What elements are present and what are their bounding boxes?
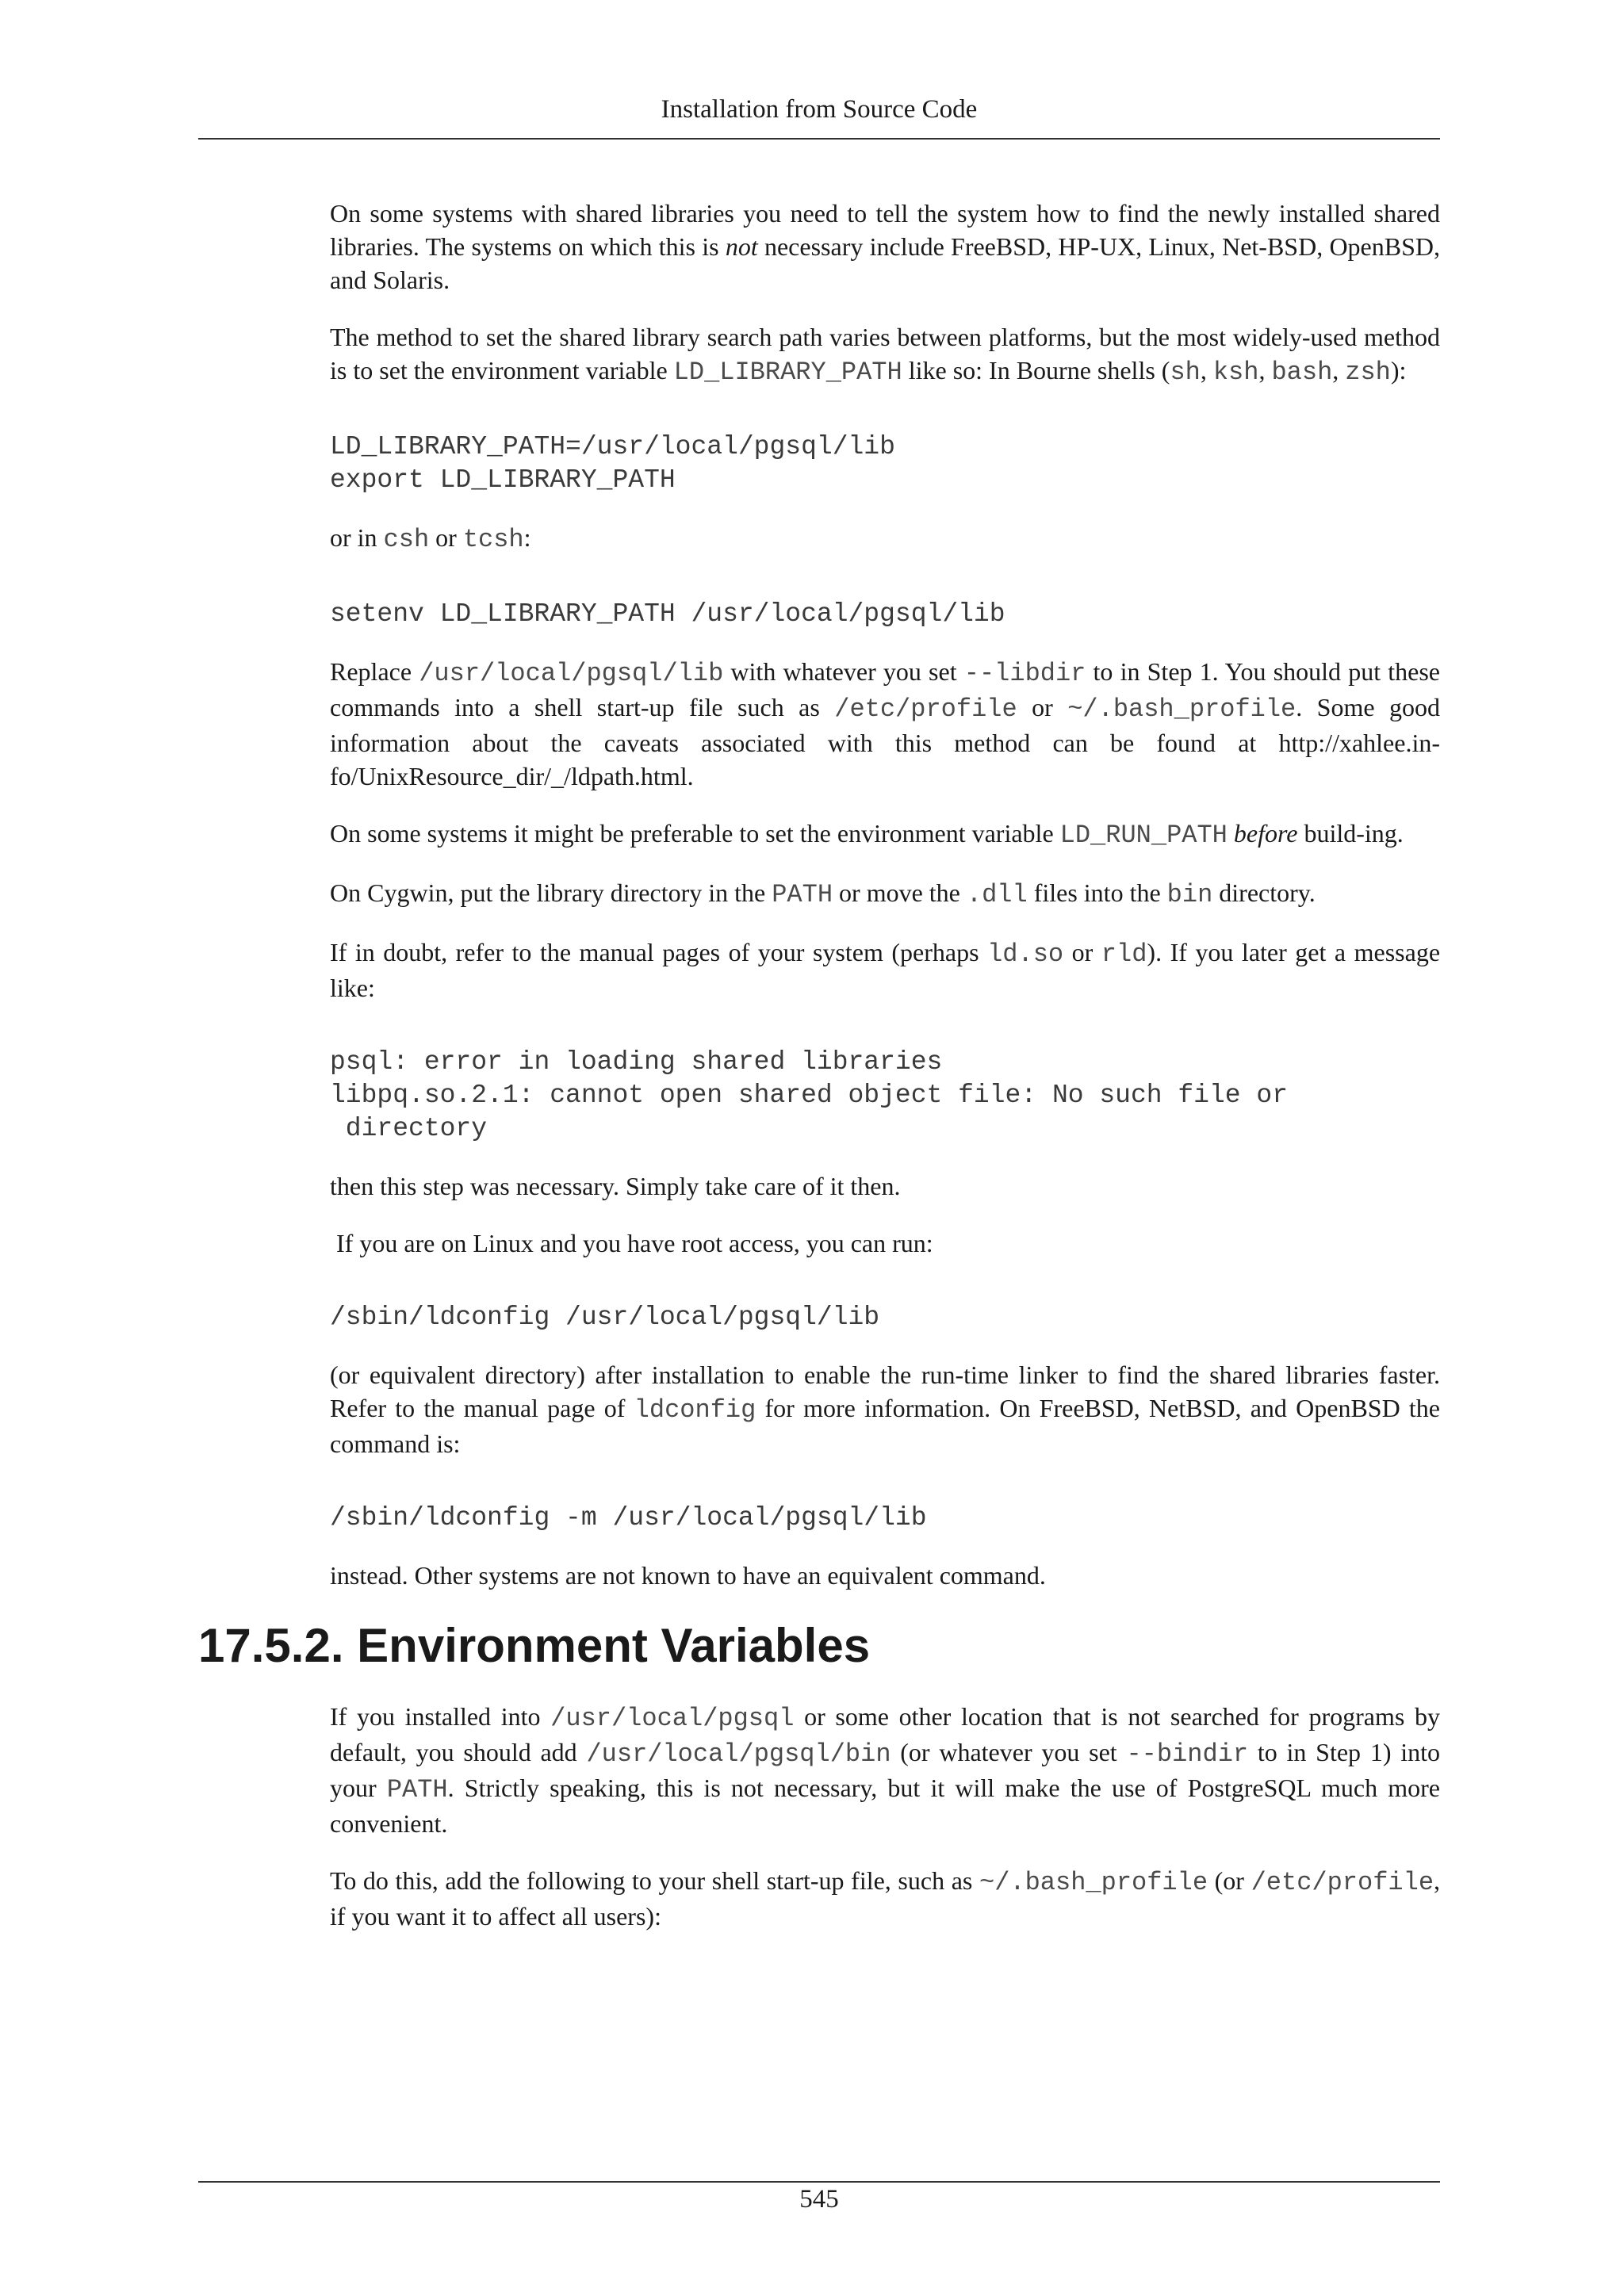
- paragraph-equivalent-directory: (or equivalent directory) after installation to enable the run-time linker to find the shared libraries faster. Refer to the manual page of ldconfig for more information. On FreeBSD, NetBSD, and OpenBSD the command is:: [330, 1360, 1441, 1458]
- paragraph-replace-path: Replace /usr/local/pgsql/lib with whatever you set --libdir to in Step 1. You should put these commands into a shell start-up file such as /etc/profile or ~/.bash_profile. Some good information about the caveats associated with this method can be found at http://xahlee.in-fo/UnixResource_dir/_/ldpath.html.: [330, 657, 1441, 790]
- paragraph-ld-run-path: On some systems it might be preferable to set the environment variable LD_RUN_PATH before build-ing.: [330, 819, 1404, 850]
- code-block-ldconfig-bsd: /sbin/ldconfig -m /usr/local/pgsql/lib: [330, 1503, 927, 1533]
- paragraph-step-necessary: then this step was necessary. Simply take care of it then.: [330, 1172, 901, 1200]
- page-number: 545: [799, 2185, 839, 2214]
- header-rule: [198, 138, 1440, 140]
- paragraph-to-do-this: To do this, add the following to your shell start-up file, such as ~/.bash_profile (or /etc/profile, if you want it to affect all users):: [330, 1866, 1441, 1931]
- paragraph-search-path: The method to set the shared library search path varies between platforms, but the most widely-used method is to set the environment variable LD_LIBRARY_PATH like so: In Bourne shells (sh, ksh, bash, zsh):: [330, 323, 1440, 387]
- paragraph-if-in-doubt: If in doubt, refer to the manual pages of your system (perhaps ld.so or rld). If you later get a message like:: [330, 938, 1441, 1002]
- page-header: Installation from Source Code: [661, 95, 978, 124]
- paragraph-csh: or in csh or tcsh:: [330, 523, 531, 554]
- section-heading: 17.5.2. Environment Variables: [198, 1619, 871, 1672]
- code-block-csh: setenv LD_LIBRARY_PATH /usr/local/pgsql/lib: [330, 599, 1005, 629]
- code-block-ldconfig: /sbin/ldconfig /usr/local/pgsql/lib: [330, 1303, 880, 1332]
- paragraph-linux-root: If you are on Linux and you have root access, you can run:: [330, 1229, 933, 1257]
- paragraph-instead: instead. Other systems are not known to have an equivalent command.: [330, 1561, 1046, 1590]
- code-block-error-message: psql: error in loading shared libraries libpq.so.2.1: cannot open shared object file: No such file or directory: [330, 1047, 1288, 1143]
- code-block-bourne-shell: LD_LIBRARY_PATH=/usr/local/pgsql/lib export LD_LIBRARY_PATH: [330, 432, 895, 495]
- paragraph-shared-libraries: On some systems with shared libraries you need to tell the system how to find the newly installed shared libraries. The systems on which this is not necessary include FreeBSD, HP-UX, Linux, Net-BSD, OpenBSD, and Solaris.: [330, 199, 1440, 294]
- paragraph-cygwin: On Cygwin, put the library directory in the PATH or move the .dll files into the bin directory.: [330, 878, 1316, 909]
- paragraph-installed-into: If you installed into /usr/local/pgsql or some other location that is not searched for programs by default, you should add /usr/local/pgsql/bin (or whatever you set --bindir to in Step 1) into your PATH. Strictly speaking, this is not necessary, but it will make the use of PostgreSQL much more convenient.: [330, 1702, 1441, 1838]
- page-content: [198, 197, 1441, 1957]
